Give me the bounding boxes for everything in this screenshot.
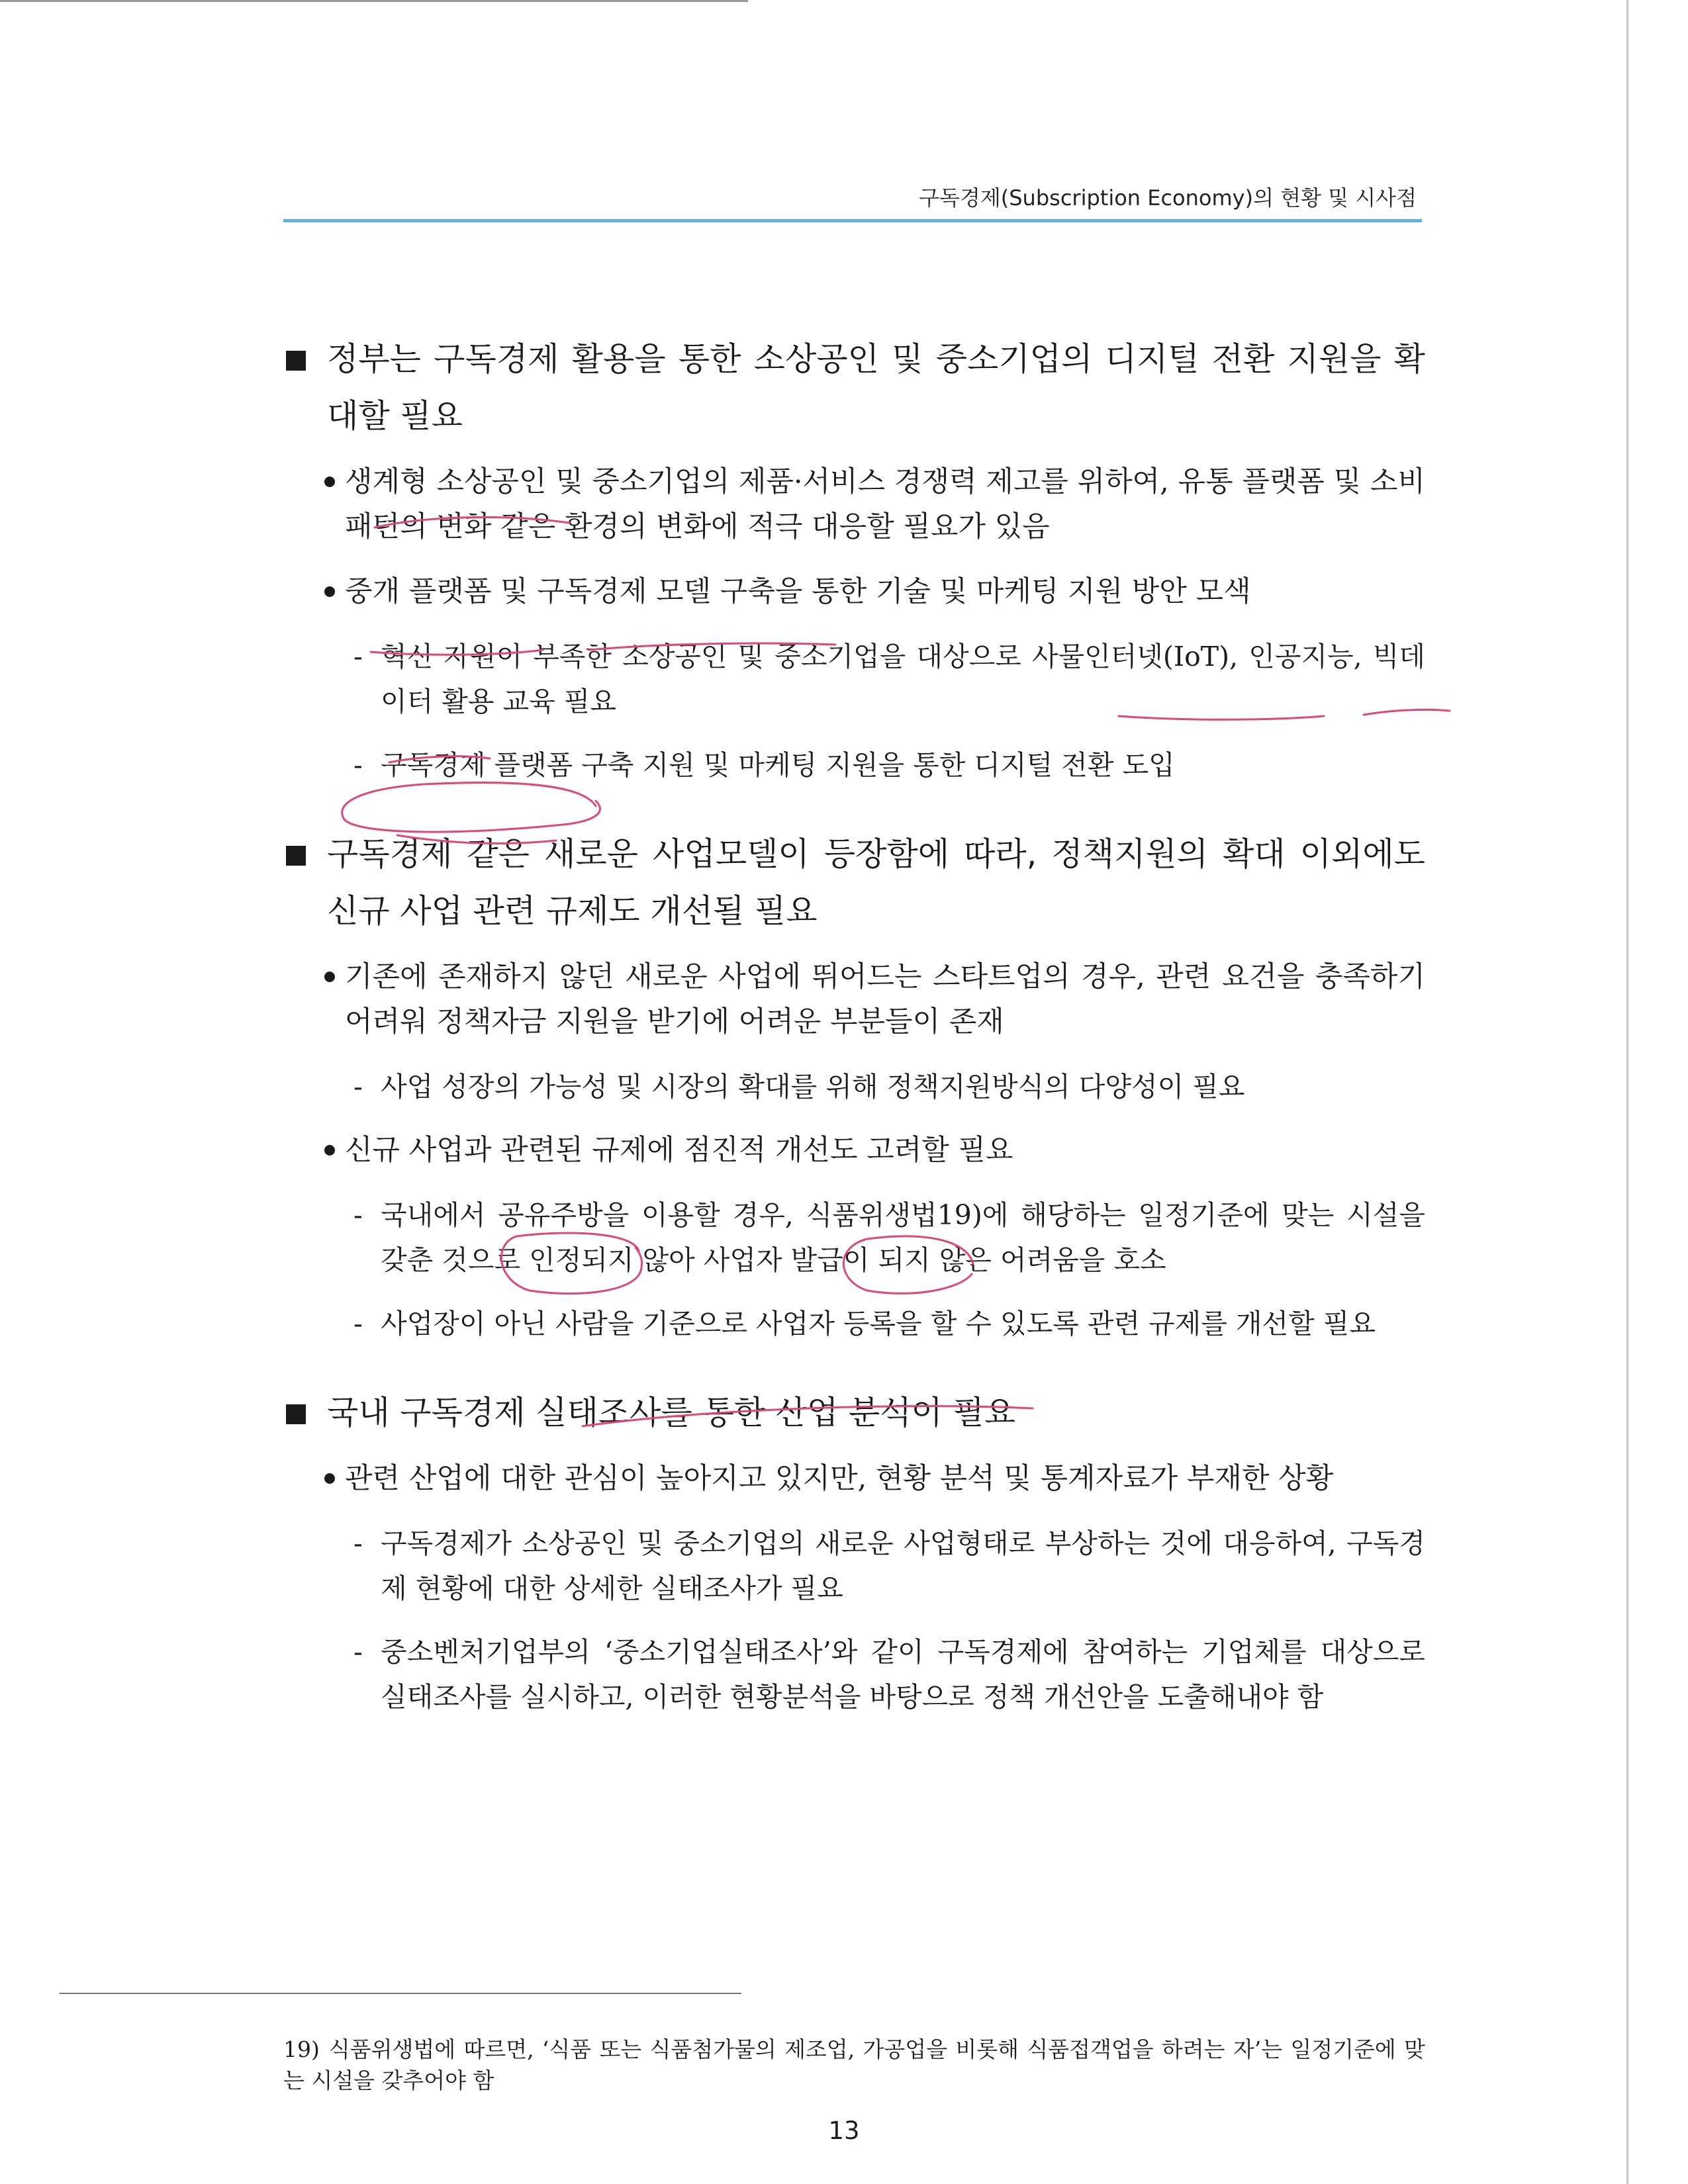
dash-text: 구독경제가 소상공인 및 중소기업의 새로운 사업형태로 부상하는 것에 대응하여, 구독경제 현황에 대한 상세한 실태조사가 필요 [381,1527,1425,1604]
bullet-item [283,954,1425,1044]
dash-marker: - [353,1527,363,1559]
bullet-text: 신규 사업과 관련된 규제에 점진적 개선도 고려할 필요 [345,1134,1013,1167]
dash-item [283,1064,1425,1109]
bullet-text: 생계형 소상공인 및 중소기업의 제품·서비스 경쟁력 제고를 위하여, 유통 플랫폼 및 소비패턴의 변화 같은 환경의 변화에 적극 대응할 필요가 있음 [345,465,1425,543]
bullet-text: 기존에 존재하지 않던 새로운 사업에 뛰어드는 스타트업의 경우, 관련 요건을 충족하기 어려워 정책자금 지원을 받기에 어려운 부분들이 존재 [345,960,1425,1038]
section-title-text: 구독경제 같은 새로운 사업모델이 등장함에 따라, 정책지원의 확대 이외에도 신규 사업 관련 규제도 개선될 필요 [327,835,1425,930]
section-title [283,1385,1425,1441]
dash-marker: - [353,1199,363,1231]
dash-marker: - [353,749,363,781]
bullet-item [283,569,1425,614]
dash-text: 국내에서 공유주방을 이용할 경우, 식품위생법19)에 해당하는 일정기준에 맞는 시설을 갖춘 것으로 인정되지 않아 사업자 발급이 되지 않은 어려움을 호소 [381,1199,1425,1276]
bullet-item [283,459,1425,549]
dash-item [283,743,1425,788]
footnote-number: 19) [283,2036,320,2062]
square-bullet-icon [286,846,306,866]
section-title-text: 국내 구독경제 실태조사를 통한 산업 분석이 필요 [327,1394,1016,1432]
section-digital-transition [283,331,1425,788]
running-header: 구독경제(Subscription Economy)의 현황 및 시사점 [919,185,1417,210]
dash-item [283,634,1425,724]
dash-text: 혁신 자원이 부족한 소상공인 및 중소기업을 대상으로 사물인터넷(IoT), 인공지능, 빅데이터 활용 교육 필요 [381,641,1425,717]
dash-marker: - [353,1071,363,1103]
bullet-item [283,1456,1425,1501]
dash-marker: - [353,1308,363,1340]
dash-marker: - [353,641,363,672]
footnote-rule [60,1993,741,1994]
square-bullet-icon [286,351,306,371]
page-number: 13 [828,2116,860,2145]
section-title [283,331,1425,445]
dash-text: 중소벤처기업부의 ‘중소기업실태조사’와 같이 구독경제에 참여하는 기업체를 대상으로 실태조사를 실시하고, 이러한 현황분석을 바탕으로 정책 개선안을 도출해내야 함 [381,1636,1425,1713]
dot-bullet-icon [324,1473,335,1484]
bullet-text: 관련 산업에 대한 관심이 높아지고 있지만, 현황 분석 및 통계자료가 부재한 상황 [345,1462,1334,1495]
header-rule [283,219,1422,222]
dash-item [283,1301,1425,1346]
dash-item [283,1629,1425,1719]
dot-bullet-icon [324,1145,335,1156]
dot-bullet-icon [324,972,335,982]
dash-text: 사업 성장의 가능성 및 시장의 확대를 위해 정책지원방식의 다양성이 필요 [381,1071,1245,1103]
dash-text: 사업장이 아닌 사람을 기준으로 사업자 등록을 할 수 있도록 관련 규제를 개선할 필요 [381,1308,1376,1340]
square-bullet-icon [286,1404,306,1424]
dash-text: 구독경제 플랫폼 구축 지원 및 마케팅 지원을 통한 디지털 전환 도입 [381,749,1175,781]
scan-page-edge [1626,0,1628,2184]
dash-marker: - [353,1636,363,1668]
body-content [283,331,1425,1758]
section-industry-survey [283,1385,1425,1719]
footnote-text: 식품위생법에 따르면, ‘식품 또는 식품첨가물의 제조업, 가공업을 비롯해 식품접객업을 하려는 자’는 일정기준에 맞는 시설을 갖추어야 함 [283,2036,1425,2093]
dash-item [283,1193,1425,1283]
footnote [283,2034,1425,2096]
scan-top-rule [0,0,748,2]
bullet-text: 중개 플랫폼 및 구독경제 모델 구축을 통한 기술 및 마케팅 지원 방안 모색 [345,575,1251,608]
dot-bullet-icon [324,586,335,597]
section-title [283,826,1425,940]
dash-item [283,1521,1425,1611]
dot-bullet-icon [324,477,335,487]
bullet-item [283,1128,1425,1173]
section-title-text: 정부는 구독경제 활용을 통한 소상공인 및 중소기업의 디지털 전환 지원을 확대할 필요 [327,340,1425,435]
section-regulation [283,826,1425,1346]
